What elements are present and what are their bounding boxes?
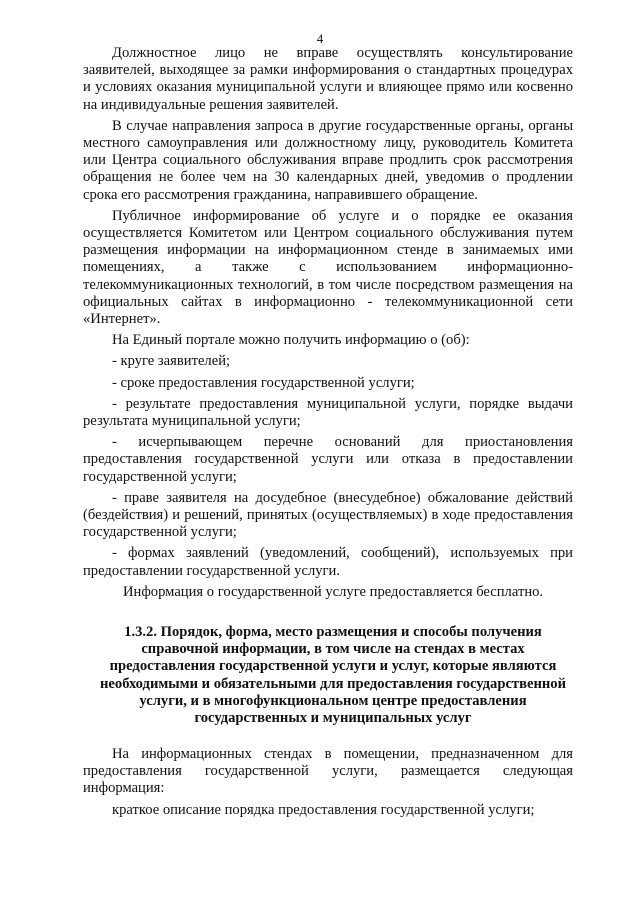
list-item: - результате предоставления муниципальной услуги, порядке выдачи результата муниципальной услуги; [83,395,573,430]
list-item: - праве заявителя на досудебное (внесудебное) обжалование действий (бездействия) и решений, принятых (осуществляемых) в ходе предоставления государственной услуги; [83,489,573,541]
paragraph: Должностное лицо не вправе осуществлять консультирование заявителей, выходящее за рамки информирования о стандартных процедурах и условиях оказания муниципальной услуги и влияющее прямо или косвенно на индивидуальные решения заявителей. [83,45,573,113]
page-number: 4 [316,31,324,46]
list-item: - исчерпывающем перечне оснований для приостановления предоставления государственной услуги или отказа в предоставлении государственной услуги; [83,434,573,485]
list-item: - сроке предоставления государственной услуги; [112,374,415,391]
section-heading: 1.3.2. Порядок, форма, место размещения и способы получения справочной информации, в том числе на стендах в местах предоставления государственной услуги и услуг, которые являются необходимыми и обязательными для предоставления государственной услуги, и в многофункциональном центре предоставления государственных и муниципальных услуг [100,624,566,727]
paragraph: краткое описание порядка предоставления государственной услуги; [112,801,535,818]
paragraph: На информационных стендах в помещении, предназначенном для предоставления государственной услуги, размещается следующая информация: [83,746,573,797]
body-text-top [83,45,573,601]
body-text-bottom [83,746,573,819]
list-item: - круге заявителей; [112,353,231,370]
paragraph: Публичное информирование об услуге и о порядке ее оказания осуществляется Комитетом или Центром социального обслуживания путем размещения информации на информационном стенде в занимаемых ими помещениях, а также с использованием информационно-телекоммуникационных технологий, в том числе посредством размещения на официальных сайтах в информационно - телекоммуникационной сети «Интернет». [83,207,573,328]
paragraph: В случае направления запроса в другие государственные органы, органы местного самоуправления или должностному лицу, руководитель Комитета или Центра социального обслуживания вправе продлить срок рассмотрения обращения не более чем на 30 календарных дней, уведомив о продлении срока его рассмотрения гражданина, направившего обращение. [83,117,573,203]
paragraph: На Единый портале можно получить информацию о (об): [112,332,470,349]
list-item: - формах заявлений (уведомлений, сообщений), используемых при предоставлении государственной услуги. [83,545,573,579]
paragraph: Информация о государственной услуге предоставляется бесплатно. [123,583,544,600]
